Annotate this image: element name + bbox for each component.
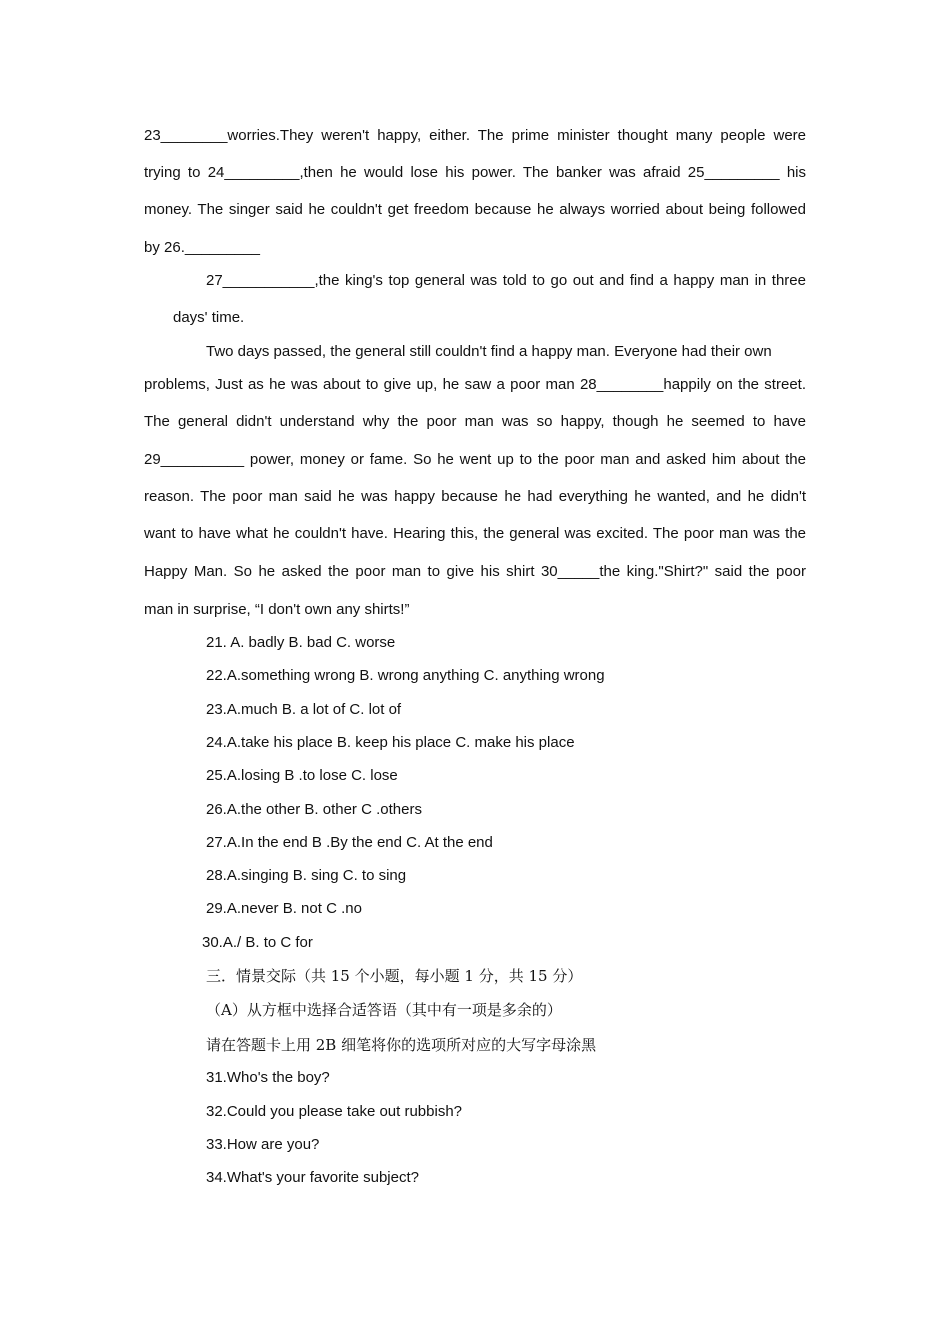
option-item: 24.A.take his place B. keep his place C. make his place — [206, 734, 575, 751]
option-item: 28.A.singing B. sing C. to sing — [206, 867, 407, 884]
passage-line: problems, Just as he was about to give up, he saw a poor man 28________happily on the street. — [144, 376, 806, 393]
passage-line: trying to 24_________,then he would lose his power. The banker was afraid 25_________ his — [144, 164, 806, 181]
question-item: 32.Could you please take out rubbish? — [206, 1103, 463, 1120]
passage-line: Happy Man. So he asked the poor man to give his shirt 30_____the king."Shirt?" said the poor — [144, 563, 806, 580]
passage-line: 27___________,the king's top general was told to go out and find a happy man in three — [206, 272, 806, 289]
section-instruction: 请在答题卡上用 2B 细笔将你的选项所对应的大写字母涂黑 — [206, 1036, 597, 1054]
option-item: 29.A.never B. not C .no — [206, 900, 362, 917]
passage-line: Two days passed, the general still couldn't find a happy man. Everyone had their own — [206, 343, 772, 360]
passage-line: 23________worries.They weren't happy, either. The prime minister thought many people were — [144, 127, 806, 144]
question-item: 33.How are you? — [206, 1136, 320, 1153]
passage-line: man in surprise, “I don't own any shirts!” — [144, 601, 410, 618]
section-subheading: （A）从方框中选择合适答语（其中有一项是多余的） — [206, 1001, 562, 1019]
option-item: 30.A./ B. to C for — [202, 934, 313, 951]
option-item: 22.A.something wrong B. wrong anything C. anything wrong — [206, 667, 605, 684]
question-item: 34.What's your favorite subject? — [206, 1169, 419, 1186]
option-item: 26.A.the other B. other C .others — [206, 801, 422, 818]
question-item: 31.Who's the boy? — [206, 1069, 330, 1086]
passage-line: days' time. — [173, 309, 245, 326]
option-item: 25.A.losing B .to lose C. lose — [206, 767, 398, 784]
passage-line: 29__________ power, money or fame. So he went up to the poor man and asked him about the — [144, 451, 806, 468]
passage-line: want to have what he couldn't have. Hearing this, the general was excited. The poor man was the — [144, 525, 806, 542]
passage-line: reason. The poor man said he was happy because he had everything he wanted, and he didn't — [144, 488, 806, 505]
passage-line: The general didn't understand why the poor man was so happy, though he seemed to have — [144, 413, 806, 430]
passage-line: by 26._________ — [144, 239, 260, 256]
section-heading: 三．情景交际（共 15 个小题，每小题 1 分，共 15 分） — [206, 967, 583, 985]
option-item: 23.A.much B. a lot of C. lot of — [206, 701, 402, 718]
option-item: 27.A.In the end B .By the end C. At the end — [206, 834, 493, 851]
option-item: 21. A. badly B. bad C. worse — [206, 634, 396, 651]
passage-line: money. The singer said he couldn't get freedom because he always worried about being followed — [144, 201, 806, 218]
